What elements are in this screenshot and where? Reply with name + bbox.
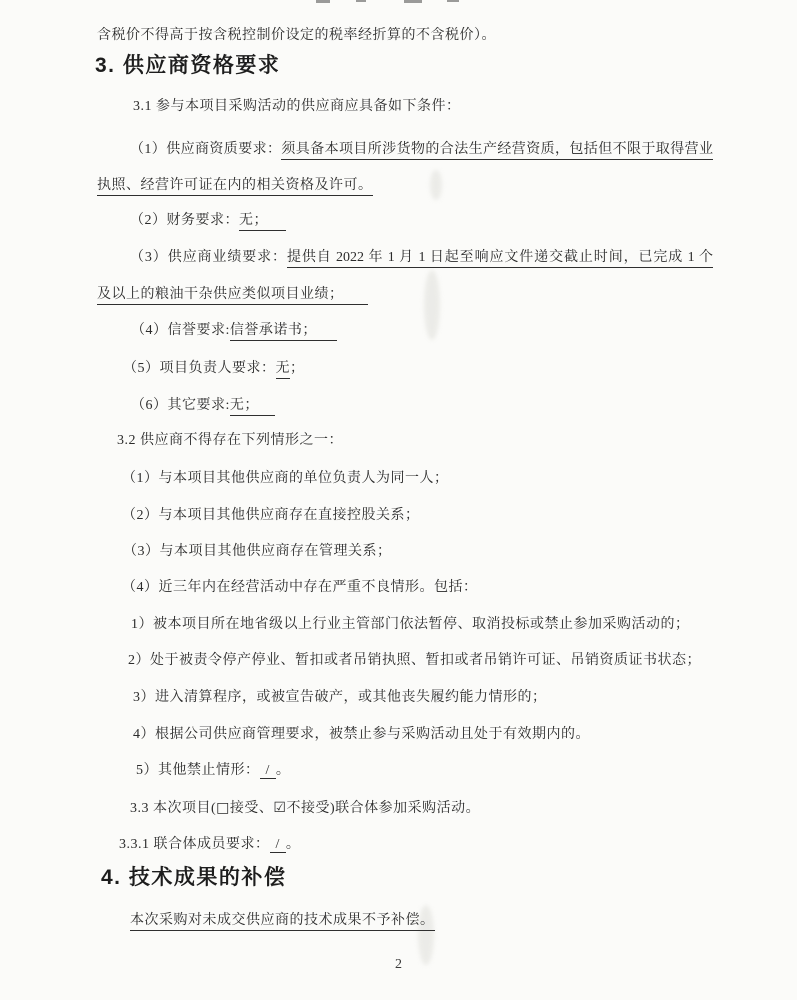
req-1-line-2 [97, 176, 373, 196]
slash-blank: / [270, 837, 286, 853]
clause-3-3: 3.3 本次项目(□接受、☑不接受)联合体参加采购活动。 [130, 800, 481, 816]
intro-line [97, 26, 496, 46]
req-5: （5）项目负责人要求：无； [123, 359, 305, 379]
blank-line [259, 401, 275, 416]
req-1-line-1: （1）供应商资质要求：须具备本项目所涉货物的合法生产经营资质，包括但不限于取得营业 [130, 140, 713, 160]
condition-1: （1）与本项目其他供应商的单位负责人为同一人； [122, 471, 449, 486]
section-4-body [130, 911, 435, 931]
req-4: （4）信誉要求:信誉承诺书； [131, 321, 337, 341]
subitem-3: 3）进入清算程序，或被宣告破产，或其他丧失履约能力情形的； [133, 690, 547, 705]
page-number: 2 [395, 957, 402, 972]
section-3-heading: 3. 供应商资格要求 [95, 54, 281, 77]
subitem-1: 1）被本项目所在地省级以上行业主管部门依法暂停、取消投标或禁止参加采购活动的； [131, 617, 690, 632]
underlined-text: 本次采购对未成交供应商的技术成果不予补偿。 [130, 913, 435, 931]
underlined-text: 无 [276, 361, 291, 379]
slash-blank: / [260, 763, 276, 779]
condition-2: （2）与本项目其他供应商存在直接控股关系； [122, 508, 420, 523]
underlined-text: 执照、经营许可证在内的相关资格及许可。 [97, 178, 373, 196]
condition-4: （4）近三年内在经营活动中存在严重不良情形。包括： [122, 580, 478, 595]
condition-3: （3）与本项目其他供应商存在管理关系； [123, 544, 392, 559]
req-6: （6）其它要求:无； [131, 396, 275, 416]
req-3-line-1: （3）供应商业绩要求：提供自 2022 年 1 月 1 日起至响应文件递交截止时间，已完成 1 个 [130, 248, 713, 268]
section-4-heading: 4. 技术成果的补偿 [101, 866, 287, 889]
checkbox-checked-icon: ☑ [273, 800, 287, 816]
intro-text: 含税价不得高于按含税控制价设定的税率经折算的不含税价）。 [97, 28, 496, 43]
blank-line [344, 290, 368, 305]
underlined-text: 及以上的粮油干杂供应类似项目业绩； [97, 287, 344, 305]
blank-line [268, 216, 286, 231]
scan-speck [316, 0, 330, 3]
checkbox-unchecked-icon: □ [216, 800, 230, 816]
underlined-text: 信誉承诺书； [230, 323, 317, 341]
subitem-4: 4）根据公司供应商管理要求，被禁止参与采购活动且处于有效期内的。 [133, 727, 590, 742]
scan-smudge [424, 270, 440, 340]
scan-speck [404, 0, 422, 3]
subitem-2: 2）处于被责令停产停业、暂扣或者吊销执照、暂扣或者吊销许可证、吊销资质证书状态； [128, 653, 701, 668]
scan-speck [447, 0, 459, 2]
clause-3-1: 3.1 参与本项目采购活动的供应商应具备如下条件： [133, 99, 461, 114]
underlined-text: 无； [239, 213, 268, 231]
underlined-text: 提供自 2022 年 1 月 1 日起至响应文件递交截止时间，已完成 1 个 [287, 250, 713, 268]
scan-smudge [430, 170, 442, 200]
clause-3-3-1: 3.3.1 联合体成员要求： / 。 [119, 837, 301, 852]
blank-line [317, 326, 337, 341]
subitem-5: 5）其他禁止情形： / 。 [136, 763, 291, 778]
clause-3-2: 3.2 供应商不得存在下列情形之一： [117, 433, 343, 448]
underlined-text: 须具备本项目所涉货物的合法生产经营资质，包括但不限于取得营业 [281, 142, 713, 160]
req-3-line-2 [97, 285, 368, 305]
req-2: （2）财务要求：无； [130, 211, 286, 231]
scan-speck [356, 0, 366, 2]
underlined-text: 无； [230, 398, 259, 416]
